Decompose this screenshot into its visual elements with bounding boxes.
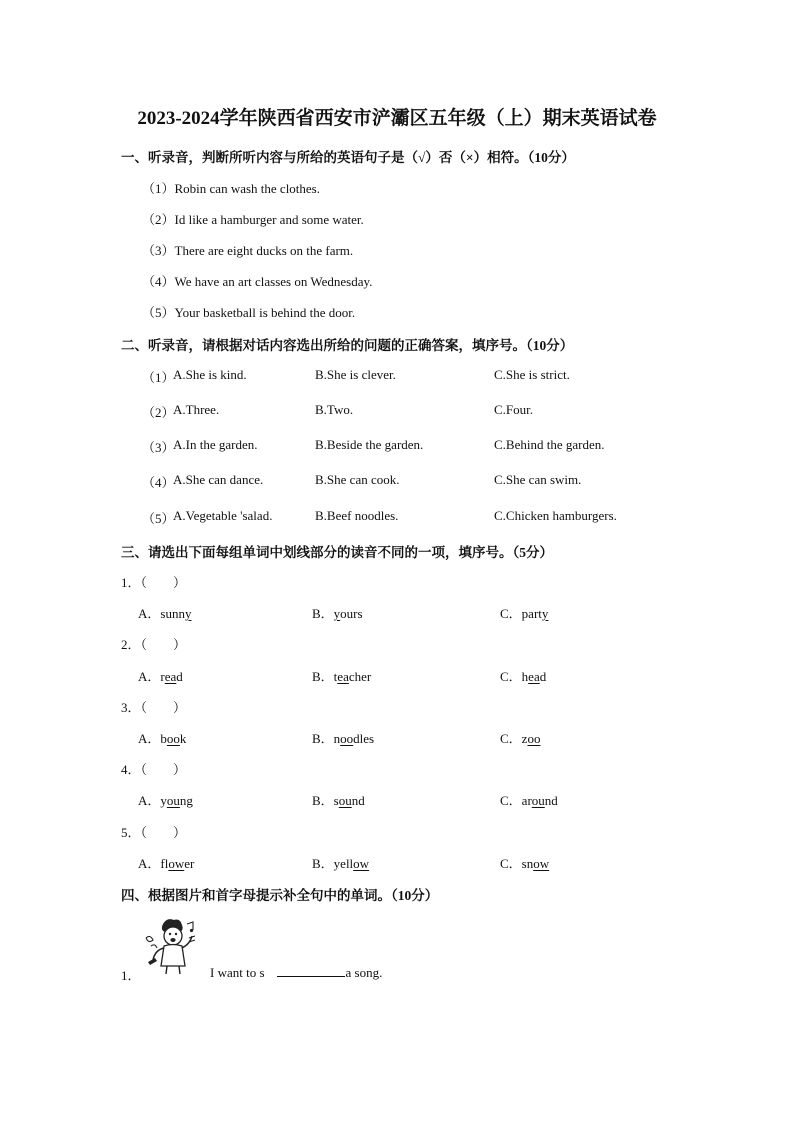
singing-boy-icon xyxy=(143,916,198,976)
section-1-item: （3）There are eight ducks on the farm. xyxy=(142,243,354,258)
choice-c: C．snow xyxy=(500,856,550,871)
underlined-letters: oo xyxy=(340,731,354,746)
choice-b: B．teacher xyxy=(312,669,372,684)
option-c: C.Chicken hamburgers. xyxy=(494,508,617,523)
item-number: （4） xyxy=(142,475,175,490)
underlined-letters: ow xyxy=(168,856,185,871)
question-number: 5．（ ） xyxy=(121,825,187,840)
choice-c: C．head xyxy=(500,669,547,684)
option-b: B.She is clever. xyxy=(315,367,396,382)
option-a: A.She can dance. xyxy=(173,472,264,487)
option-a: A.She is kind. xyxy=(173,367,247,382)
underlined-letters: y xyxy=(333,606,341,621)
fill-in-sentence: I want to s a song. xyxy=(210,965,383,980)
option-a: A.In the garden. xyxy=(173,437,258,452)
choice-a: A．flower xyxy=(138,856,195,871)
item-number: （3） xyxy=(142,440,175,455)
section-1-item: （1）Robin can wash the clothes. xyxy=(142,181,320,196)
choice-a: A．sunny xyxy=(138,606,192,621)
underlined-letters: ou xyxy=(338,793,352,808)
section-4-heading: 四、根据图片和首字母提示补全句中的单词。（10分） xyxy=(121,888,439,903)
item-number: （1） xyxy=(142,370,175,385)
section-1-item: （4）We have an art classes on Wednesday. xyxy=(142,274,373,289)
option-b: B.Two. xyxy=(315,402,354,417)
underlined-letters: ow xyxy=(533,856,550,871)
choice-b: B．yellow xyxy=(312,856,370,871)
page-title: 2023-2024学年陕西省西安市浐灞区五年级（上）期末英语试卷 xyxy=(137,108,657,129)
underlined-letters: ea xyxy=(528,669,540,684)
section-1-heading: 一、听录音，判断所听内容与所给的英语句子是（√）否（×）相符。（10分） xyxy=(121,150,575,165)
underlined-letters: ou xyxy=(166,793,180,808)
underlined-letters: ou xyxy=(531,793,545,808)
question-number: 4．（ ） xyxy=(121,762,187,777)
underlined-letters: y xyxy=(184,606,192,621)
question-number: 1．（ ） xyxy=(121,575,187,590)
option-a: A.Three. xyxy=(173,402,220,417)
option-c: C.She is strict. xyxy=(494,367,570,382)
item-number: （5） xyxy=(142,511,175,526)
item-number: （2） xyxy=(142,405,175,420)
option-a: A.Vegetable 'salad. xyxy=(173,508,273,523)
underlined-letters: ea xyxy=(164,669,177,684)
section-1-item: （2）Id like a hamburger and some water. xyxy=(142,212,364,227)
answer-blank[interactable] xyxy=(277,965,345,977)
question-number: 3．（ ） xyxy=(121,700,187,715)
option-b: B.Beside the garden. xyxy=(315,437,424,452)
question-number: 2．（ ） xyxy=(121,637,187,652)
underlined-letters: oo xyxy=(527,731,541,746)
choice-c: C．zoo xyxy=(500,731,541,746)
option-c: C.She can swim. xyxy=(494,472,582,487)
choice-a: A．read xyxy=(138,669,183,684)
choice-a: A．book xyxy=(138,731,187,746)
option-b: B.Beef noodles. xyxy=(315,508,399,523)
item-number: 1． xyxy=(121,968,141,983)
underlined-letters: y xyxy=(541,606,549,621)
choice-b: B．sound xyxy=(312,793,365,808)
choice-c: C．around xyxy=(500,793,558,808)
underlined-letters: oo xyxy=(166,731,180,746)
section-2-heading: 二、听录音，请根据对话内容选出所给的问题的正确答案，填序号。（10分） xyxy=(121,338,574,353)
option-b: B.She can cook. xyxy=(315,472,400,487)
choice-b: B．yours xyxy=(312,606,363,621)
option-c: C.Four. xyxy=(494,402,534,417)
option-c: C.Behind the garden. xyxy=(494,437,605,452)
section-3-heading: 三、请选出下面每组单词中划线部分的读音不同的一项，填序号。（5分） xyxy=(121,545,553,560)
choice-b: B．noodles xyxy=(312,731,375,746)
underlined-letters: ow xyxy=(353,856,370,871)
choice-a: A．young xyxy=(138,793,193,808)
choice-c: C．party xyxy=(500,606,549,621)
section-1-item: （5）Your basketball is behind the door. xyxy=(142,305,356,320)
underlined-letters: ea xyxy=(337,669,349,684)
